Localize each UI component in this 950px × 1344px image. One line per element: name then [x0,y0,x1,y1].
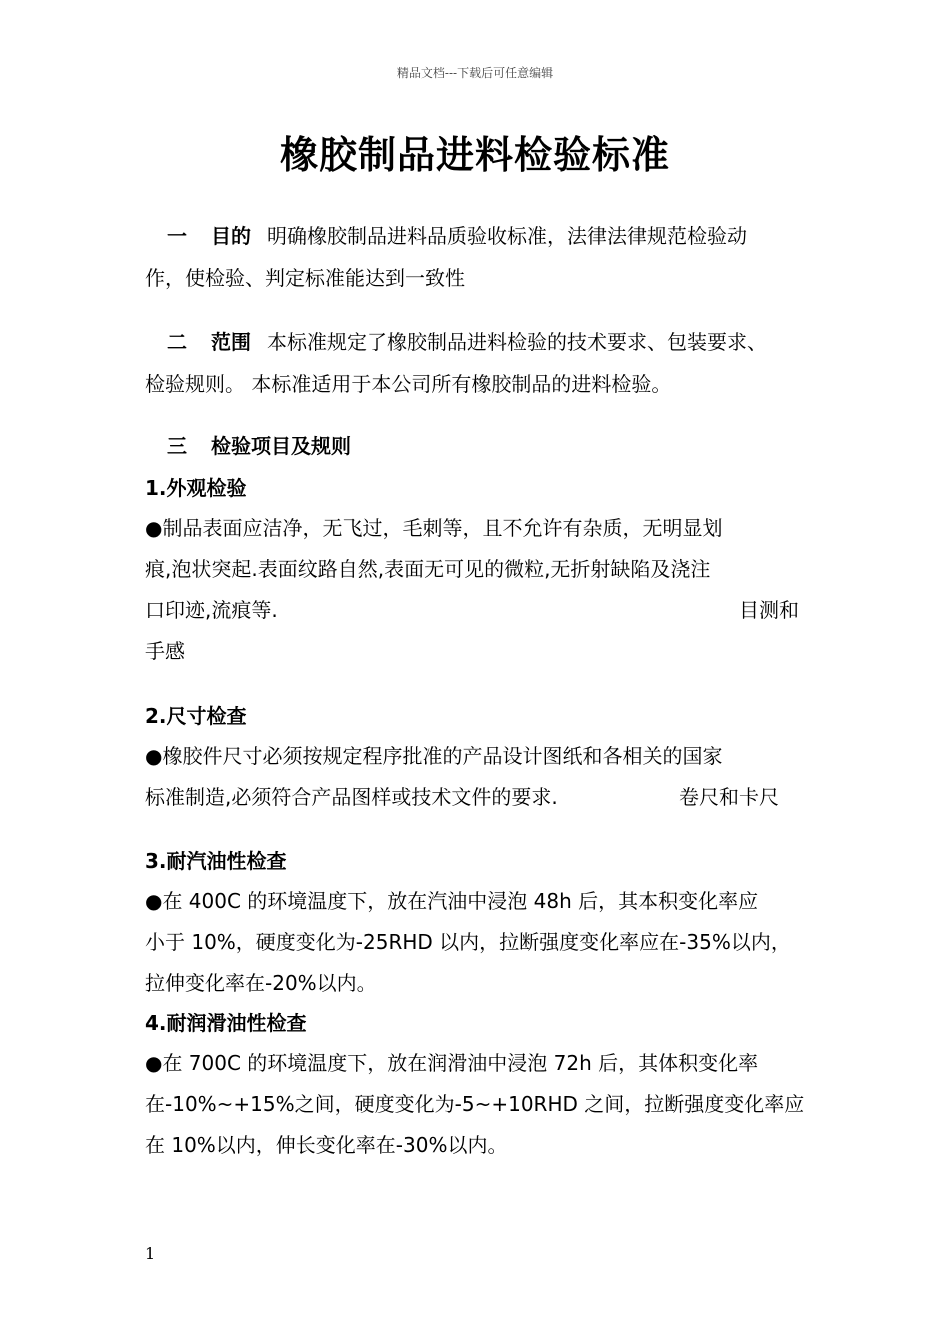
item-text-line: 痕,泡状突起.表面纹路自然,表面无可见的微粒,无折射缺陷及浇注 [145,557,711,581]
item-heading: 3.耐汽油性检查 [145,849,287,873]
item-text-line: ●在 400C 的环境温度下，放在汽油中浸泡 48h 后，其本积变化率应 [145,889,759,913]
item-text-line: 在 10%以内，伸长变化率在-30%以内。 [145,1133,508,1157]
item-text-line: 小于 10%，硬度变化为-25RHD 以内，拉断强度变化率应在-35%以内， [145,930,791,954]
section-heading: 检验项目及规则 [211,434,351,458]
section-purpose-line1 [167,222,817,250]
item-text-line: 口印迹,流痕等. [145,598,278,622]
section-purpose-line2: 作，使检验、判定标准能达到一致性 [145,266,465,290]
item-text-line: ●在 700C 的环境温度下，放在润滑油中浸泡 72h 后，其体积变化率 [145,1051,759,1075]
item-heading: 2.尺寸检查 [145,704,247,728]
item-text-row [145,783,815,811]
section-heading: 范围 [211,330,251,354]
page-number: 1 [145,1244,156,1263]
item-text-line: ●橡胶件尺寸必须按规定程序批准的产品设计图纸和各相关的国家 [145,744,723,768]
item-text-line: 标准制造,必须符合产品图样或技术文件的要求. [145,785,558,809]
section-number: 一 [167,224,187,248]
section-scope-line1 [167,328,837,356]
item-text-line: ●制品表面应洁净，无飞过，毛刺等，且不允许有杂质，无明显划 [145,516,723,540]
inspection-method: 目测和 [739,598,799,622]
item-heading: 1.外观检验 [145,476,247,500]
section-heading: 目的 [211,224,251,248]
document-title: 橡胶制品进料检验标准 [279,133,670,177]
item-text-line: 拉伸变化率在-20%以内。 [145,971,377,995]
section-text: 明确橡胶制品进料品质验收标准，法律法律规范检验动 [267,224,747,248]
section-scope-line2: 检验规则。 本标准适用于本公司所有橡胶制品的进料检验。 [145,372,672,396]
section-text: 本标准规定了橡胶制品进料检验的技术要求、包装要求、 [267,330,767,354]
section-rules-heading [167,432,837,460]
inspection-method: 卷尺和卡尺 [679,785,779,809]
item-text-line: 手感 [145,639,185,663]
item-text-line: 在-10%~+15%之间，硬度变化为-5~+10RHD 之间，拉断强度变化率应 [145,1092,805,1116]
item-heading: 4.耐润滑油性检查 [145,1011,307,1035]
section-number: 二 [167,330,187,354]
page-header: 精品文档---下载后可任意编辑 [396,66,554,80]
item-text-row [145,596,815,624]
section-number: 三 [167,434,187,458]
